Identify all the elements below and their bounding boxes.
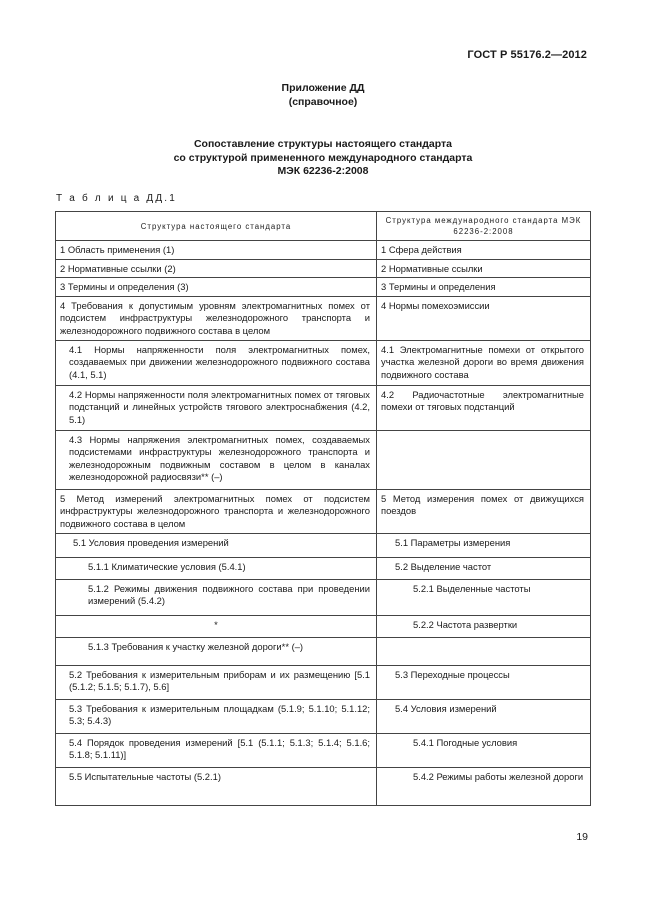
national-structure-cell — [56, 340, 377, 385]
national-structure-cell — [56, 733, 377, 767]
national-structure-cell — [56, 278, 377, 297]
international-structure-cell — [377, 699, 591, 733]
standard-id-header: ГОСТ Р 55176.2—2012 — [467, 49, 587, 61]
national-structure-cell — [56, 767, 377, 805]
document-title — [0, 138, 646, 179]
international-structure-cell — [377, 489, 591, 533]
international-structure-text: 2 Нормативные ссылки — [381, 262, 483, 274]
national-structure-text: 5.5 Испытательные частоты (5.2.1) — [69, 770, 221, 782]
national-structure-text: 5.1.3 Требования к участку железной дороги** (–) — [88, 640, 304, 652]
national-structure-cell — [56, 579, 377, 615]
national-structure-text: 5.1.2 Режимы движения подвижного состава при проведении измерений (5.4.2) — [88, 582, 370, 606]
column-header-national: Структура настоящего стандарта — [56, 212, 377, 241]
national-structure-cell — [56, 259, 377, 278]
national-structure-cell — [56, 557, 377, 579]
document-title-line: со структурой примененного международного стандарта — [173, 151, 473, 164]
national-structure-text: 5.4 Порядок проведения измерений [5.1 (5.1.1; 5.1.3; 5.1.4; 5.1.6; 5.1.8; 5.1.11)] — [69, 736, 370, 760]
international-structure-text: 5 Метод измерения помех от движущихся поездов — [381, 492, 584, 516]
international-structure-cell — [377, 579, 591, 615]
table-row — [56, 430, 591, 489]
table-row — [56, 665, 591, 699]
national-structure-text: 4.3 Нормы напряжения электромагнитных помех, создаваемых подсистемами инфраструктуры железнодорожного транспорта и железнодорожным подвижным составом в целом в каналах железнодорожной радиосвязи** (–) — [69, 433, 370, 482]
international-structure-text: 5.4.2 Режимы работы железной дороги — [413, 770, 584, 782]
international-structure-text — [377, 431, 590, 436]
international-structure-cell — [377, 533, 591, 557]
appendix-heading — [0, 82, 646, 109]
column-header-international: Структура международного стандарта МЭК 62236-2:2008 — [377, 212, 591, 241]
international-structure-cell — [377, 557, 591, 579]
table-row — [56, 615, 591, 637]
international-structure-cell — [377, 241, 591, 260]
table-row — [56, 733, 591, 767]
international-structure-text: 4.2 Радиочастотные электромагнитные помехи от тяговых подстанций — [381, 388, 584, 412]
international-structure-cell — [377, 340, 591, 385]
international-structure-text: 5.3 Переходные процессы — [395, 668, 510, 680]
international-structure-text: 5.4 Условия измерений — [395, 702, 497, 714]
table-row — [56, 579, 591, 615]
international-structure-cell — [377, 615, 591, 637]
international-structure-cell — [377, 637, 591, 665]
table-row — [56, 557, 591, 579]
national-structure-text: 5.1.1 Климатические условия (5.4.1) — [88, 560, 246, 572]
table-row — [56, 241, 591, 260]
national-structure-text: 2 Нормативные ссылки (2) — [60, 262, 176, 274]
appendix-note: (справочное) — [288, 95, 358, 108]
international-structure-text: 5.4.1 Погодные условия — [413, 736, 518, 748]
international-structure-text: 5.1 Параметры измерения — [395, 536, 511, 548]
international-structure-text: 1 Сфера действия — [381, 244, 462, 255]
international-structure-cell — [377, 665, 591, 699]
document-title-line: Сопоставление структуры настоящего стандарта — [193, 138, 453, 150]
national-structure-cell — [56, 385, 377, 430]
national-structure-text: 4.2 Нормы напряженности поля электромагнитных помех от тяговых подстанций и линейных устройств тягового электроснабжения (4.2, 5.1) — [69, 388, 370, 425]
international-structure-text: 5.2 Выделение частот — [395, 560, 492, 572]
national-structure-text: 4 Требования к допустимым уровням электромагнитных помех от подсистем инфраструктуры железнодорожного транспорта и железнодорожного подвижного состава в целом — [60, 299, 370, 336]
international-structure-cell — [377, 278, 591, 297]
international-structure-cell — [377, 733, 591, 767]
comparison-table — [55, 211, 591, 806]
national-structure-cell — [56, 296, 377, 340]
national-structure-text: * — [214, 618, 218, 630]
national-structure-cell — [56, 489, 377, 533]
national-structure-text: 5.1 Условия проведения измерений — [73, 536, 229, 548]
national-structure-text: 1 Область применения (1) — [60, 244, 175, 255]
international-structure-text: 4.1 Электромагнитные помехи от открытого участка железной дороги во время движения подвижного состава — [381, 343, 584, 380]
international-structure-cell — [377, 430, 591, 489]
international-structure-text: 4 Нормы помехоэмиссии — [381, 299, 490, 311]
national-structure-text: 3 Термины и определения (3) — [60, 281, 189, 292]
international-structure-text: 3 Термины и определения — [381, 281, 496, 292]
table-label: Т а б л и ц а ДД.1 — [56, 193, 178, 204]
international-structure-text: 5.2.2 Частота развертки — [413, 618, 518, 630]
international-structure-cell — [377, 385, 591, 430]
national-structure-cell — [56, 430, 377, 489]
national-structure-text: 5.2 Требования к измерительным приборам и их размещению [5.1 (5.1.2; 5.1.5; 5.1.7), 5.6] — [69, 668, 370, 692]
national-structure-text: 5 Метод измерений электромагнитных помех от подсистем инфраструктуры железнодорожного транспорта и железнодорожного подвижного состава в целом — [60, 492, 370, 529]
table-row — [56, 385, 591, 430]
table-row — [56, 533, 591, 557]
national-structure-cell — [56, 615, 377, 637]
table-row — [56, 489, 591, 533]
table-row — [56, 296, 591, 340]
table-row — [56, 278, 591, 297]
international-structure-text — [377, 638, 590, 643]
table-header-row — [56, 212, 591, 241]
table-row — [56, 259, 591, 278]
table-row — [56, 767, 591, 805]
international-structure-cell — [377, 296, 591, 340]
national-structure-cell — [56, 699, 377, 733]
table-row — [56, 340, 591, 385]
international-structure-text: 5.2.1 Выделенные частоты — [413, 582, 531, 594]
document-title-line: МЭК 62236-2:2008 — [277, 165, 369, 177]
table-row — [56, 699, 591, 733]
national-structure-text: 5.3 Требования к измерительным площадкам (5.1.9; 5.1.10; 5.1.12; 5.3; 5.4.3) — [69, 702, 370, 726]
page-number: 19 — [576, 831, 588, 843]
international-structure-cell — [377, 259, 591, 278]
national-structure-cell — [56, 241, 377, 260]
national-structure-cell — [56, 637, 377, 665]
international-structure-cell — [377, 767, 591, 805]
table-row — [56, 637, 591, 665]
national-structure-cell — [56, 665, 377, 699]
national-structure-cell — [56, 533, 377, 557]
appendix-title: Приложение ДД — [281, 82, 365, 94]
national-structure-text: 4.1 Нормы напряженности поля электромагнитных помех, создаваемых при движении железнодорожного подвижного состава (4.1, 5.1) — [69, 343, 370, 380]
